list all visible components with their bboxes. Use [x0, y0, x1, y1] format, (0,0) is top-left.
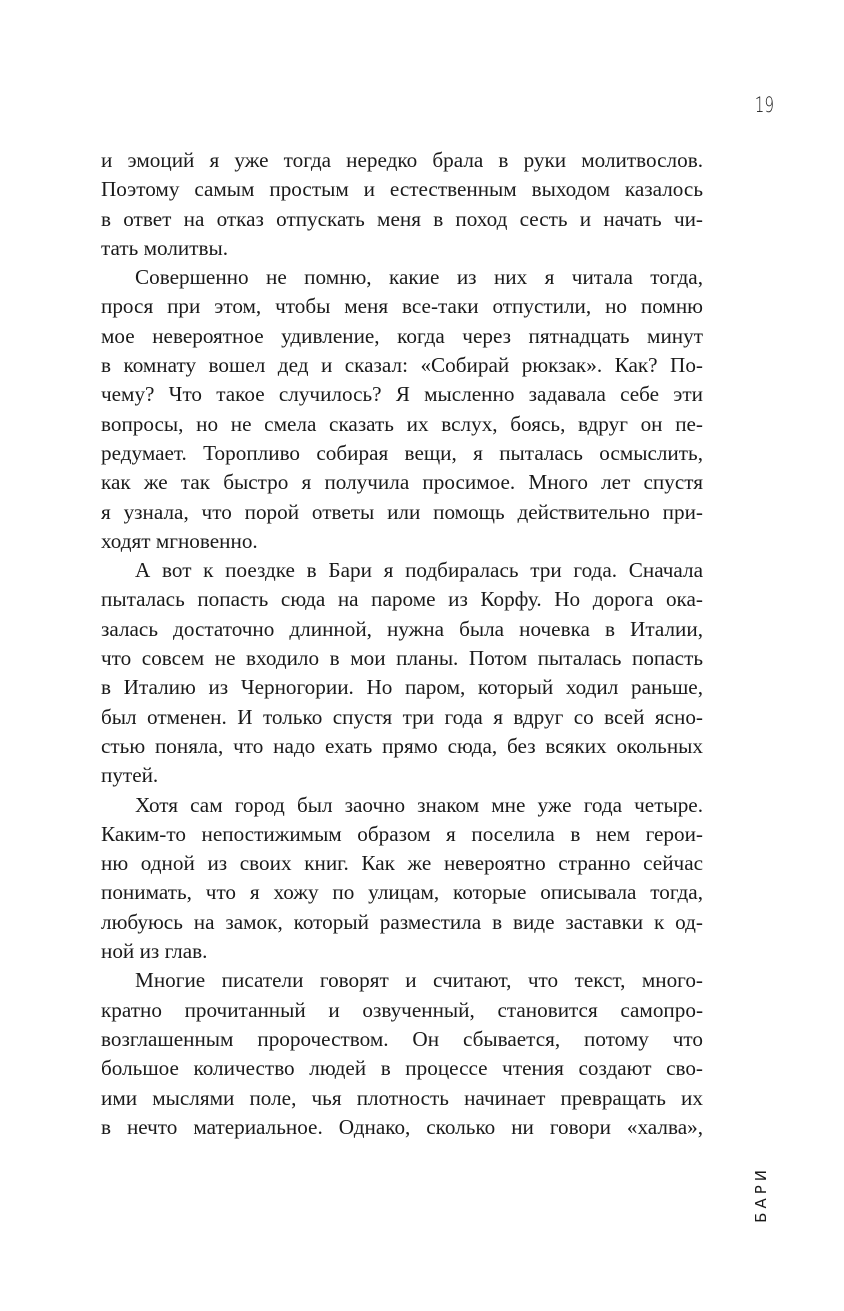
paragraph — [101, 556, 703, 790]
text-line: тать молитвы. — [101, 235, 229, 260]
text-line: в комнату вошел дед и сказал: «Собирай рюкзак». Как? По- — [101, 353, 703, 378]
body-text — [101, 146, 703, 1142]
paragraph — [101, 146, 703, 263]
text-line: Поэтому самым простым и естественным выходом казалось — [101, 177, 703, 202]
paragraph — [101, 966, 703, 1142]
text-line: чему? Что такое случилось? Я мысленно задавала себе эти — [101, 382, 703, 407]
text-line: стью поняла, что надо ехать прямо сюда, без всяких окольных — [101, 733, 703, 758]
text-line: путей. — [101, 763, 159, 788]
text-line: в нечто материальное. Однако, сколько ни говори «халва», — [101, 1114, 703, 1139]
text-line: ходят мгновенно. — [101, 528, 258, 553]
page-number: 19 — [754, 93, 774, 117]
text-line: в ответ на отказ отпускать меня в поход сесть и начать чи- — [101, 206, 703, 231]
text-line: и эмоций я уже тогда нередко брала в руки молитвослов. — [101, 148, 703, 172]
text-line: Хотя сам город был заочно знаком мне уже года четыре. — [135, 792, 703, 817]
text-line: возглашенным пророчеством. Он сбывается, потому что — [101, 1026, 703, 1051]
text-line: понимать, что я хожу по улицам, которые описывала тогда, — [101, 880, 703, 905]
text-line: Совершенно не помню, какие из них я читала тогда, — [135, 265, 703, 290]
text-line: залась достаточно длинной, нужна была ночевка в Италии, — [101, 616, 703, 641]
text-line: был отменен. И только спустя три года я вдруг со всей ясно- — [101, 704, 703, 729]
text-line: кратно прочитанный и озвученный, становится самопро- — [101, 997, 703, 1022]
text-line: большое количество людей в процессе чтения создают сво- — [101, 1056, 703, 1081]
text-line: прося при этом, чтобы меня все-таки отпустили, но помню — [101, 294, 703, 319]
running-head-label: БАРИ — [752, 1166, 770, 1223]
paragraph — [101, 791, 703, 967]
text-line: Многие писатели говорят и считают, что текст, много- — [135, 968, 703, 993]
text-line: редумает. Торопливо собирая вещи, я пыталась осмыслить, — [101, 440, 703, 465]
text-line: в Италию из Черногории. Но паром, который ходил раньше, — [101, 675, 703, 700]
text-line: Каким-то непостижимым образом я поселила в нем герои- — [101, 821, 703, 846]
text-line: как же так быстро я получила просимое. Много лет спустя — [101, 470, 703, 495]
text-line: ню одной из своих книг. Как же невероятно странно сейчас — [101, 851, 703, 876]
paragraph — [101, 263, 703, 556]
text-line: мое невероятное удивление, когда через пятнадцать минут — [101, 323, 703, 348]
text-line: ими мыслями поле, чья плотность начинает превращать их — [101, 1085, 703, 1110]
text-line: пыталась попасть сюда на пароме из Корфу. Но дорога ока- — [101, 587, 703, 612]
running-head — [752, 1166, 776, 1226]
text-line: А вот к поездке в Бари я подбиралась три года. Сначала — [135, 558, 703, 583]
text-line: любуюсь на замок, который разместила в виде заставки к од- — [101, 909, 703, 934]
text-line: ной из глав. — [101, 939, 208, 964]
text-line: я узнала, что порой ответы или помощь действительно при- — [101, 499, 703, 524]
text-line: вопросы, но не смела сказать их вслух, боясь, вдруг он пе- — [101, 411, 703, 436]
text-line: что совсем не входило в мои планы. Потом пыталась попасть — [101, 646, 703, 671]
